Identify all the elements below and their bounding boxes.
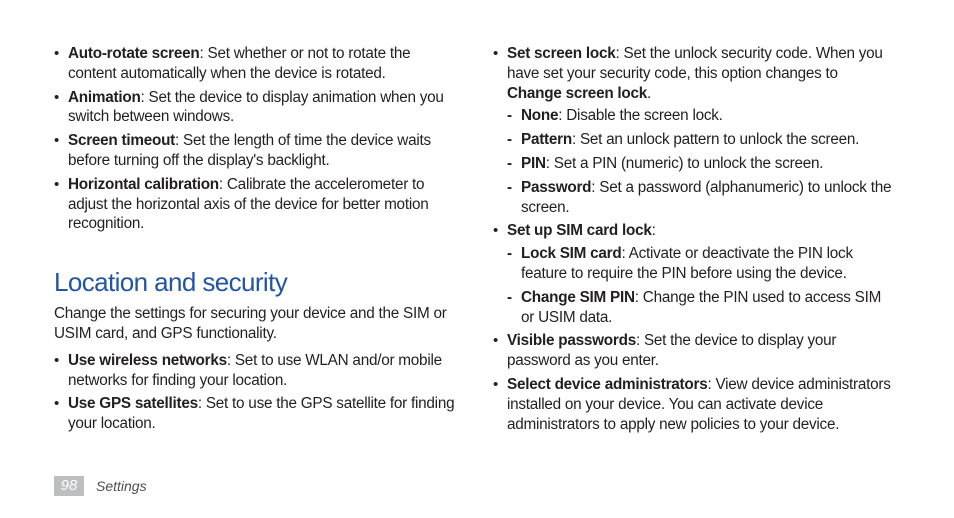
item-term: Use wireless networks — [68, 351, 227, 369]
left-column — [54, 44, 458, 438]
sim-lock-options — [507, 244, 895, 327]
sub-item — [507, 288, 895, 328]
page-footer — [54, 476, 147, 496]
display-settings-list — [54, 44, 458, 234]
item-term: Use GPS satellites — [68, 395, 198, 413]
sub-item — [507, 178, 895, 218]
list-item — [54, 131, 458, 171]
item-desc: : Set the length of time the device waits before turning off the display's backlight. — [68, 132, 431, 169]
list-item — [54, 351, 458, 391]
list-item — [493, 331, 895, 371]
item-desc: : Set the device to display your password as you enter. — [507, 332, 837, 370]
item-desc: : View device administrators installed on your device. You can activate device administrators to apply new policies to your device. — [507, 375, 891, 433]
location-settings-list — [54, 351, 458, 434]
footer-section-label: Settings — [96, 478, 147, 494]
sub-item — [507, 154, 895, 174]
list-item — [493, 375, 895, 434]
sub-term: Lock SIM card — [521, 245, 622, 263]
item-term: Auto-rotate screen — [68, 45, 200, 62]
sub-desc: : Activate or deactivate the PIN lock feature to require the PIN before using the device. — [521, 245, 853, 282]
item-term: Visible passwords — [507, 332, 636, 350]
page-number: 98 — [54, 476, 84, 496]
sub-item — [507, 106, 895, 126]
section-intro: Change the settings for securing your device and the SIM or USIM card, and GPS functionality. — [54, 305, 447, 342]
item-term: Select device administrators — [507, 375, 708, 393]
section-heading: Location and security — [54, 267, 288, 298]
sub-desc: : Disable the screen lock. — [558, 107, 723, 125]
screen-lock-options — [507, 106, 895, 217]
item-desc: : Set the device to display animation when you switch between windows. — [68, 88, 444, 126]
list-item — [493, 44, 895, 217]
item-term: Horizontal calibration — [68, 175, 219, 193]
sub-item — [507, 130, 895, 150]
item-term: Set screen lock — [507, 45, 616, 62]
sub-term: None — [521, 107, 559, 125]
item-desc: : — [651, 222, 656, 240]
list-item — [54, 44, 458, 84]
sub-term: Change SIM PIN — [521, 288, 635, 306]
item-desc: : Set whether or not to rotate the content automatically when the device is rotated. — [68, 45, 411, 82]
list-item — [493, 221, 895, 327]
sub-desc: : Set a password (alphanumeric) to unlock the screen. — [521, 178, 892, 216]
item-desc: : Set to use WLAN and/or mobile networks for finding your location. — [68, 351, 442, 389]
item-desc-end: . — [647, 84, 652, 102]
sub-term: PIN — [521, 154, 546, 172]
item-desc: : Calibrate the accelerometer to adjust the horizontal axis of the device for better motion recognition. — [68, 175, 429, 233]
list-item — [54, 175, 458, 234]
right-column — [493, 44, 895, 438]
item-desc: : Set to use the GPS satellite for finding your location. — [68, 395, 455, 433]
item-term: Screen timeout — [68, 132, 176, 150]
item-desc: : Set the unlock security code. When you have set your security code, this option changes to — [507, 45, 883, 82]
sub-term: Pattern — [521, 131, 572, 149]
sub-term: Password — [521, 178, 592, 196]
item-desc-bold: Change screen lock — [507, 84, 648, 102]
list-item — [54, 88, 458, 128]
item-term: Set up SIM card lock — [507, 222, 652, 240]
sub-desc: : Set a PIN (numeric) to unlock the screen. — [545, 154, 824, 172]
item-term: Animation — [68, 88, 141, 106]
list-item — [54, 394, 458, 434]
sub-item — [507, 244, 895, 284]
sub-desc: : Change the PIN used to access SIM or USIM data. — [521, 288, 882, 326]
security-settings-list — [493, 44, 895, 434]
sub-desc: : Set an unlock pattern to unlock the screen. — [571, 131, 860, 149]
